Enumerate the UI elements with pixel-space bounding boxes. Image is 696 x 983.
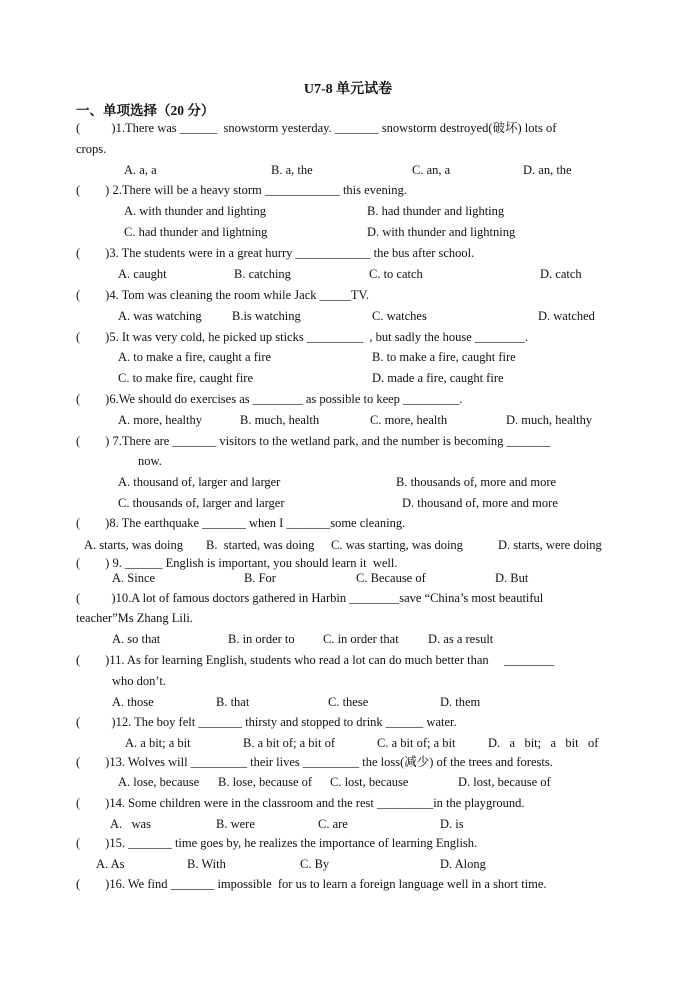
question-line: ( )12. The boy felt _______ thirsty and stopped to drink ______ water. (76, 715, 457, 729)
answer-option: D. watched (538, 309, 595, 323)
question-line: ( )15. _______ time goes by, he realizes the importance of learning English. (76, 836, 478, 850)
answer-option: A. with thunder and lighting (124, 204, 266, 218)
answer-option: B. thousands of, more and more (396, 475, 557, 489)
answer-option: C. a bit of; a bit (377, 736, 456, 750)
answer-option: D. them (440, 695, 481, 709)
answer-option: C. By (300, 857, 330, 871)
answer-option: A. a, a (124, 163, 157, 177)
question-line: ( ) 2.There will be a heavy storm ____________ this evening. (76, 183, 407, 197)
answer-option: A. so that (112, 632, 161, 646)
question-line: ( ) 7.There are _______ visitors to the wetland park, and the number is becoming _______ (76, 434, 551, 448)
answer-option: D. catch (540, 267, 582, 281)
answer-option: A. those (112, 695, 154, 709)
question-line: crops. (76, 142, 107, 156)
answer-option: B. For (244, 571, 276, 585)
answer-option: B. a, the (271, 163, 313, 177)
answer-option: C. was starting, was doing (331, 538, 463, 552)
answer-option: B. much, health (240, 413, 320, 427)
answer-option: B. With (187, 857, 226, 871)
answer-option: B. started, was doing (206, 538, 315, 552)
answer-option: A. caught (118, 267, 167, 281)
question-line: ( )3. The students were in a great hurry ____________ the bus after school. (76, 246, 475, 260)
question-line: ( )10.A lot of famous doctors gathered in Harbin ________save “China’s most beautiful (76, 591, 544, 605)
answer-option: B. that (216, 695, 250, 709)
answer-option: D. much, healthy (506, 413, 593, 427)
answer-option: B. lose, because of (218, 775, 313, 789)
answer-option: D. a bit; a bit of (488, 736, 599, 750)
answer-option: A. a bit; a bit (125, 736, 191, 750)
answer-option: B. a bit of; a bit of (243, 736, 335, 750)
answer-option: A. was (110, 817, 151, 831)
answer-option: C. Because of (356, 571, 426, 585)
answer-option: A. more, healthy (118, 413, 203, 427)
answer-option: C. thousands of, larger and larger (118, 496, 285, 510)
question-line: ( )6.We should do exercises as ________ as possible to keep _________. (76, 392, 463, 406)
answer-option: A. Since (112, 571, 156, 585)
answer-option: D. lost, because of (458, 775, 551, 789)
answer-option: A. starts, was doing (84, 538, 183, 552)
answer-option: C. these (328, 695, 369, 709)
answer-option: D. is (440, 817, 464, 831)
answer-option: C. to catch (369, 267, 423, 281)
answer-option: D. Along (440, 857, 486, 871)
answer-option: D. with thunder and lightning (367, 225, 516, 239)
question-line: ( )14. Some children were in the classroom and the rest _________in the playground. (76, 796, 525, 810)
answer-option: C. an, a (412, 163, 451, 177)
answer-option: C. lost, because (330, 775, 409, 789)
answer-option: D. an, the (523, 163, 572, 177)
answer-option: C. more, health (370, 413, 448, 427)
question-line: ( )11. As for learning English, students who read a lot can do much better than ________ (76, 653, 555, 667)
answer-option: C. had thunder and lightning (124, 225, 268, 239)
answer-option: B.is watching (232, 309, 301, 323)
question-line: ( )16. We find _______ impossible for us to learn a foreign language well in a short time. (76, 877, 547, 891)
answer-option: D. made a fire, caught fire (372, 371, 504, 385)
answer-option: B. in order to (228, 632, 295, 646)
answer-option: D. starts, were doing (498, 538, 602, 552)
answer-option: D. thousand of, more and more (402, 496, 558, 510)
question-line: ( ) 9. ______ English is important, you should learn it well. (76, 556, 398, 570)
answer-option: A. As (96, 857, 125, 871)
answer-option: A. was watching (118, 309, 202, 323)
question-line: teacher”Ms Zhang Lili. (76, 611, 193, 625)
answer-option: A. thousand of, larger and larger (118, 475, 281, 489)
section-heading: 一、单项选择（20 分） (76, 103, 215, 118)
answer-option: C. are (318, 817, 348, 831)
question-line: now. (138, 454, 162, 468)
question-line: who don’t. (112, 674, 166, 688)
question-line: ( )4. Tom was cleaning the room while Jack _____TV. (76, 288, 370, 302)
question-line: ( )8. The earthquake _______ when I _______some cleaning. (76, 516, 406, 530)
answer-option: B. to make a fire, caught fire (372, 350, 516, 364)
answer-option: C. in order that (323, 632, 399, 646)
answer-option: B. were (216, 817, 255, 831)
answer-option: C. to make fire, caught fire (118, 371, 254, 385)
question-line: ( )5. It was very cold, he picked up sticks _________ , but sadly the house ________. (76, 330, 529, 344)
answer-option: B. had thunder and lighting (367, 204, 505, 218)
question-line: ( )13. Wolves will _________ their lives _________ the loss(减少) of the trees and forests. (76, 755, 553, 769)
page-title: U7-8 单元试卷 (303, 82, 393, 97)
answer-option: A. to make a fire, caught a fire (118, 350, 272, 364)
question-line: ( )1.There was ______ snowstorm yesterday. _______ snowstorm destroyed(破坏) lots of (76, 121, 557, 135)
answer-option: A. lose, because (118, 775, 200, 789)
answer-option: C. watches (372, 309, 427, 323)
answer-option: B. catching (234, 267, 291, 281)
answer-option: D. But (495, 571, 529, 585)
answer-option: D. as a result (428, 632, 494, 646)
